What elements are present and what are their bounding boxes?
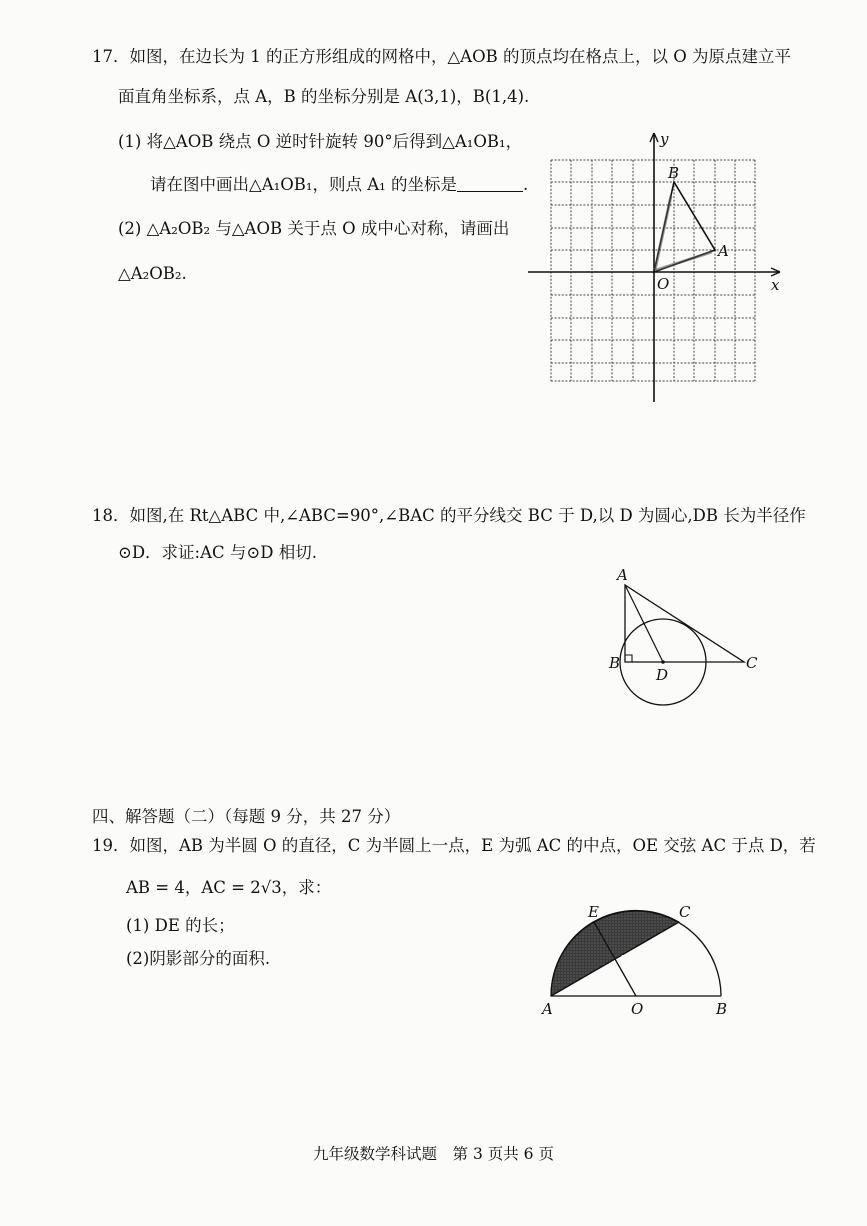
q17-line1: 17．如图，在边长为 1 的正方形组成的网格中，△AOB 的顶点均在格点上，以 O 为原点建立平 [92, 47, 792, 66]
point-e-label: E [588, 903, 599, 921]
q17-line2: 面直角坐标系，点 A，B 的坐标分别是 A(3,1)，B(1,4). [118, 87, 530, 106]
point-d [661, 660, 665, 664]
q19-part2: (2)阴影部分的面积. [126, 949, 271, 968]
grid-lines [551, 160, 755, 381]
q19-line1: 19．如图，AB 为半圆 O 的直径，C 为半圆上一点，E 为弧 AC 的中点，OE 交弦 AC 于点 D，若 [92, 836, 816, 855]
point-a-label: A [617, 566, 628, 584]
point-a-label: A [542, 1000, 553, 1018]
section-heading: 四、解答题（二）（每题 9 分，共 27 分） [92, 807, 401, 826]
pencil-mark-ob [655, 196, 671, 270]
answer-blank [457, 175, 523, 192]
q17-part1-prompt: 请在图中画出△A₁OB₁，则点 A₁ 的坐标是 [150, 175, 458, 194]
q18-figure [600, 560, 770, 715]
point-d-label: D [656, 666, 669, 684]
q19-part1: (1) DE 的长； [126, 916, 235, 935]
q18-line2: ⊙D．求证:AC 与⊙D 相切. [118, 543, 317, 562]
q17-part2-line1: (2) △A₂OB₂ 与△AOB 关于点 O 成中心对称，请画出 [118, 219, 510, 238]
x-axis-label: x [771, 276, 780, 294]
q17-part1-end: . [523, 175, 529, 194]
pencil-mark-oa [656, 252, 712, 270]
y-axis-label: y [660, 130, 669, 148]
q17-part1-line2 [150, 174, 528, 196]
right-angle-mark [625, 655, 632, 662]
shaded-region [551, 910, 679, 996]
q19-line2: AB = 4，AC = 2√3，求： [126, 878, 332, 897]
q17-part1-line1: (1) 将△AOB 绕点 O 逆时针旋转 90°后得到△A₁OB₁， [118, 132, 523, 151]
point-c-label: C [679, 903, 691, 921]
q19-figure [535, 895, 755, 1020]
page-footer: 九年级数学科试题 第 3 页共 6 页 [313, 1145, 554, 1163]
point-d-label: D [620, 952, 633, 970]
point-a-label: A [718, 242, 729, 260]
point-c-label: C [746, 654, 758, 672]
point-b-label: B [609, 654, 621, 672]
q17-part2-line2: △A₂OB₂. [118, 264, 187, 283]
point-o-label: O [631, 1000, 644, 1018]
origin-label: O [657, 275, 670, 293]
point-b-label: B [716, 1000, 728, 1018]
q18-line1: 18．如图,在 Rt△ABC 中,∠ABC=90°,∠BAC 的平分线交 BC 于 D,以 D 为圆心,DB 长为半径作 [92, 506, 806, 525]
q17-grid-figure [540, 128, 790, 408]
point-b-label: B [668, 164, 680, 182]
